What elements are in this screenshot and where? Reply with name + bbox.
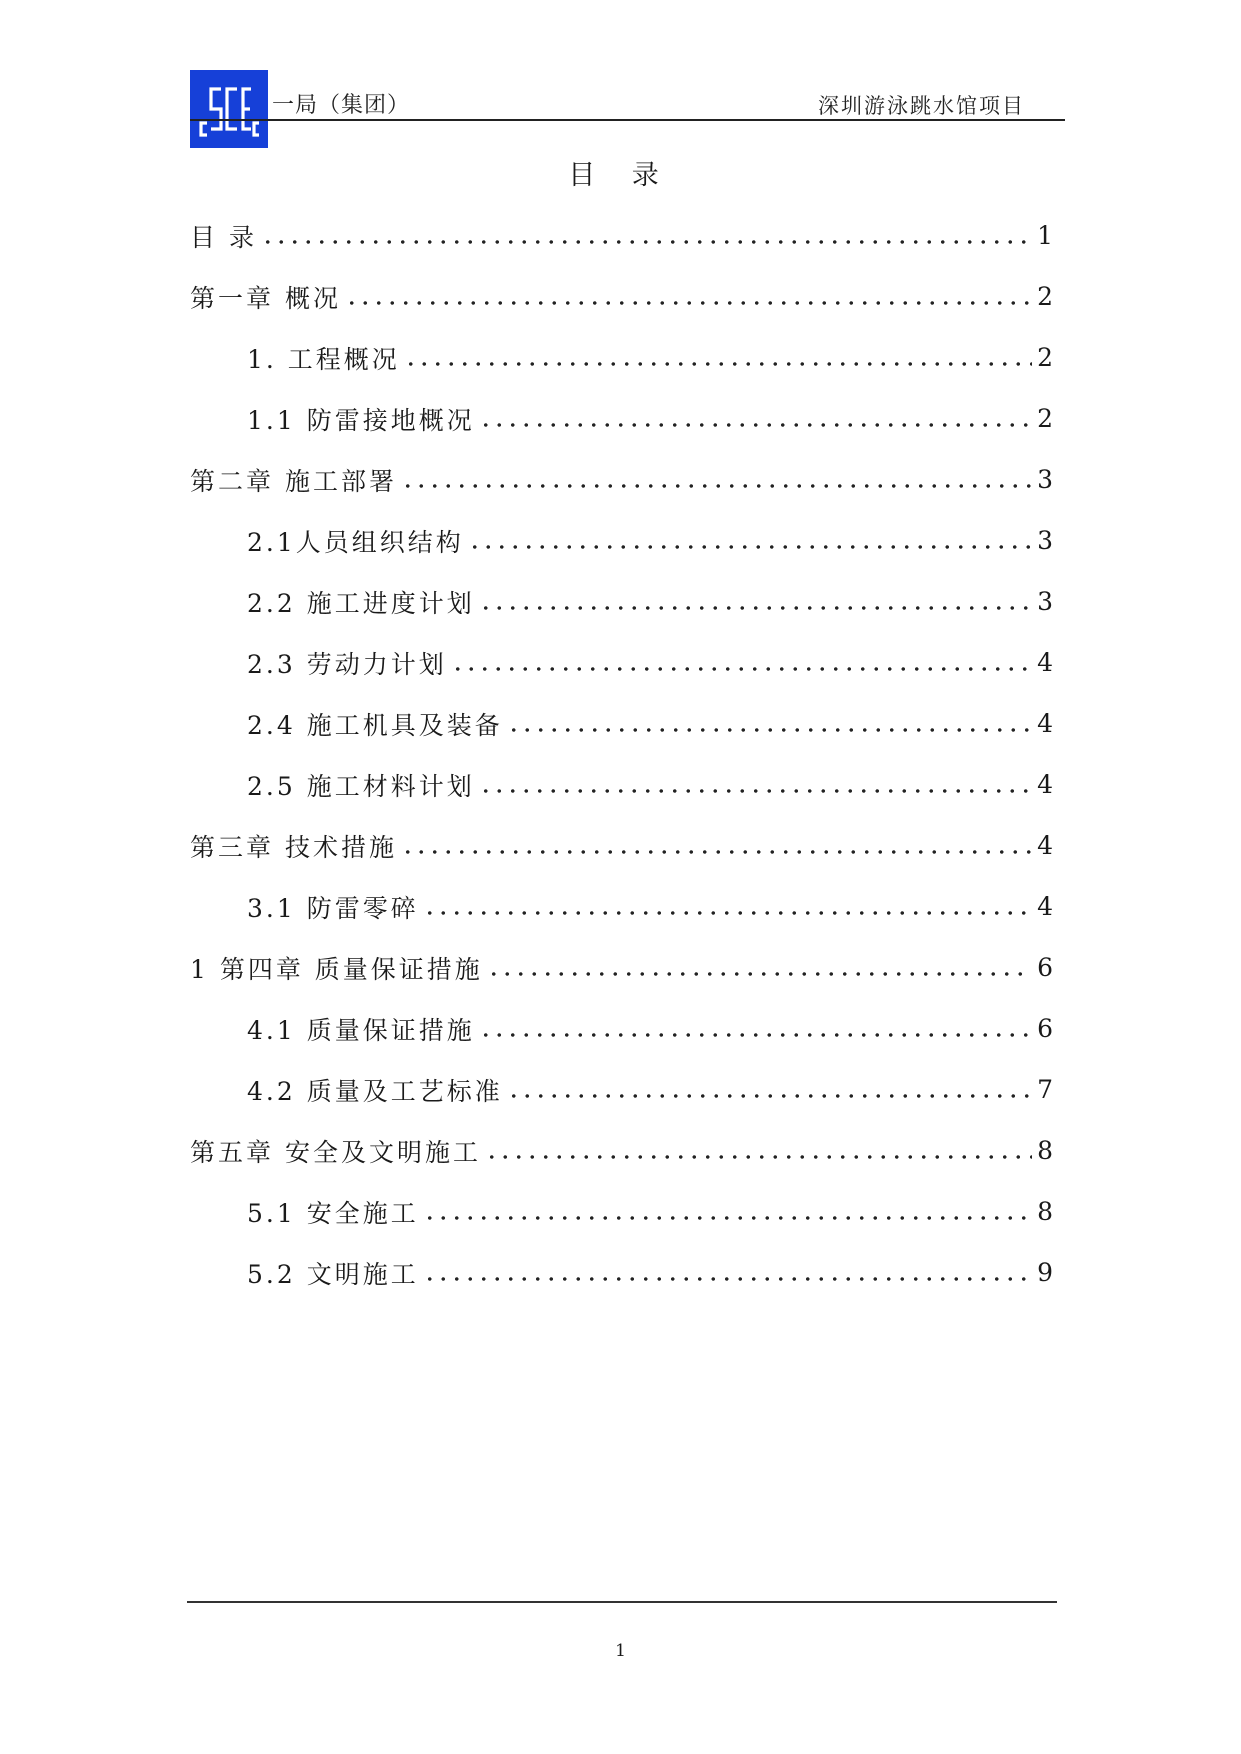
toc-entry[interactable] (190, 998, 1056, 1059)
toc-entry[interactable] (190, 1181, 1056, 1242)
footer-rule (187, 1601, 1057, 1603)
toc-dot-leader (423, 1277, 1032, 1281)
toc-entry-label: 4.2 质量及工艺标准 (247, 1076, 503, 1106)
toc-entry[interactable] (190, 1242, 1056, 1303)
toc-dot-leader (401, 484, 1032, 488)
toc-entry[interactable] (190, 205, 1056, 266)
toc-dot-leader (507, 1094, 1032, 1098)
toc-entry-page: 3 (1037, 465, 1056, 494)
toc-entry-page: 2 (1037, 343, 1056, 372)
toc-entry-label: 2.2 施工进度计划 (247, 588, 475, 618)
toc-entry-page: 3 (1037, 587, 1056, 616)
toc-entry-page: 1 (1037, 221, 1056, 250)
toc-dot-leader (261, 240, 1032, 244)
toc-entry[interactable] (190, 510, 1056, 571)
toc-dot-leader (423, 911, 1032, 915)
table-of-contents (190, 205, 1056, 1303)
toc-entry[interactable] (190, 815, 1056, 876)
toc-entry[interactable] (190, 449, 1056, 510)
toc-entry-label: 2.4 施工机具及装备 (247, 710, 503, 740)
toc-entry-page: 3 (1037, 526, 1056, 555)
toc-entry-label: 第三章 技术措施 (190, 832, 397, 862)
toc-entry-page: 4 (1037, 709, 1056, 738)
toc-entry[interactable] (190, 754, 1056, 815)
toc-entry[interactable] (190, 571, 1056, 632)
toc-entry[interactable] (190, 1059, 1056, 1120)
toc-dot-leader (345, 301, 1032, 305)
toc-entry-page: 4 (1037, 831, 1056, 860)
toc-entry-page: 4 (1037, 648, 1056, 677)
toc-entry-label: 第一章 概况 (190, 283, 341, 313)
toc-dot-leader (451, 667, 1032, 671)
toc-dot-leader (479, 423, 1032, 427)
toc-entry-label: 2.5 施工材料计划 (247, 771, 475, 801)
toc-entry-label: 第二章 施工部署 (190, 466, 397, 496)
footer-page-number: 1 (615, 1641, 626, 1661)
toc-entry[interactable] (190, 937, 1056, 998)
toc-entry-label: 5.1 安全施工 (247, 1198, 419, 1228)
toc-entry-page: 4 (1037, 770, 1056, 799)
toc-entry-label: 2.1人员组织结构 (247, 527, 464, 557)
toc-entry-page: 4 (1037, 892, 1056, 921)
toc-entry-label: 目 录 (190, 222, 257, 252)
toc-entry-label: 2.3 劳动力计划 (247, 649, 447, 679)
toc-entry-page: 8 (1037, 1136, 1056, 1165)
toc-entry-page: 2 (1037, 404, 1056, 433)
toc-entry-page: 6 (1037, 1014, 1056, 1043)
toc-entry[interactable] (190, 876, 1056, 937)
toc-entry-label: 1 第四章 质量保证措施 (190, 954, 483, 984)
toc-entry[interactable] (190, 632, 1056, 693)
toc-dot-leader (479, 606, 1032, 610)
header-project: 深圳游泳跳水馆项目 (818, 94, 1025, 118)
toc-entry-label: 第五章 安全及文明施工 (190, 1137, 481, 1167)
toc-dot-leader (423, 1216, 1032, 1220)
toc-entry[interactable] (190, 266, 1056, 327)
toc-entry-label: 4.1 质量保证措施 (247, 1015, 475, 1045)
toc-entry-page: 6 (1037, 953, 1056, 982)
toc-entry-page: 8 (1037, 1197, 1056, 1226)
toc-entry[interactable] (190, 1120, 1056, 1181)
toc-entry-page: 9 (1037, 1258, 1056, 1287)
toc-entry[interactable] (190, 388, 1056, 449)
toc-entry-page: 2 (1037, 282, 1056, 311)
toc-dot-leader (404, 362, 1032, 366)
document-title: 目 录 (568, 160, 673, 191)
toc-entry[interactable] (190, 693, 1056, 754)
toc-entry-label: 1.1 防雷接地概况 (247, 405, 475, 435)
header-company: 一局（集团） (272, 93, 411, 118)
toc-entry-label: 3.1 防雷零碎 (247, 893, 419, 923)
toc-entry-label: 1. 工程概况 (247, 344, 400, 374)
toc-entry-label: 5.2 文明施工 (247, 1259, 419, 1289)
toc-dot-leader (479, 789, 1032, 793)
toc-dot-leader (479, 1033, 1032, 1037)
page-header (190, 70, 1065, 150)
company-logo (190, 70, 268, 148)
toc-dot-leader (401, 850, 1032, 854)
cscec-logo-icon (197, 77, 261, 141)
toc-dot-leader (507, 728, 1032, 732)
toc-entry[interactable] (190, 327, 1056, 388)
toc-dot-leader (485, 1155, 1032, 1159)
toc-dot-leader (468, 545, 1032, 549)
toc-entry-page: 7 (1037, 1075, 1056, 1104)
toc-dot-leader (487, 972, 1032, 976)
